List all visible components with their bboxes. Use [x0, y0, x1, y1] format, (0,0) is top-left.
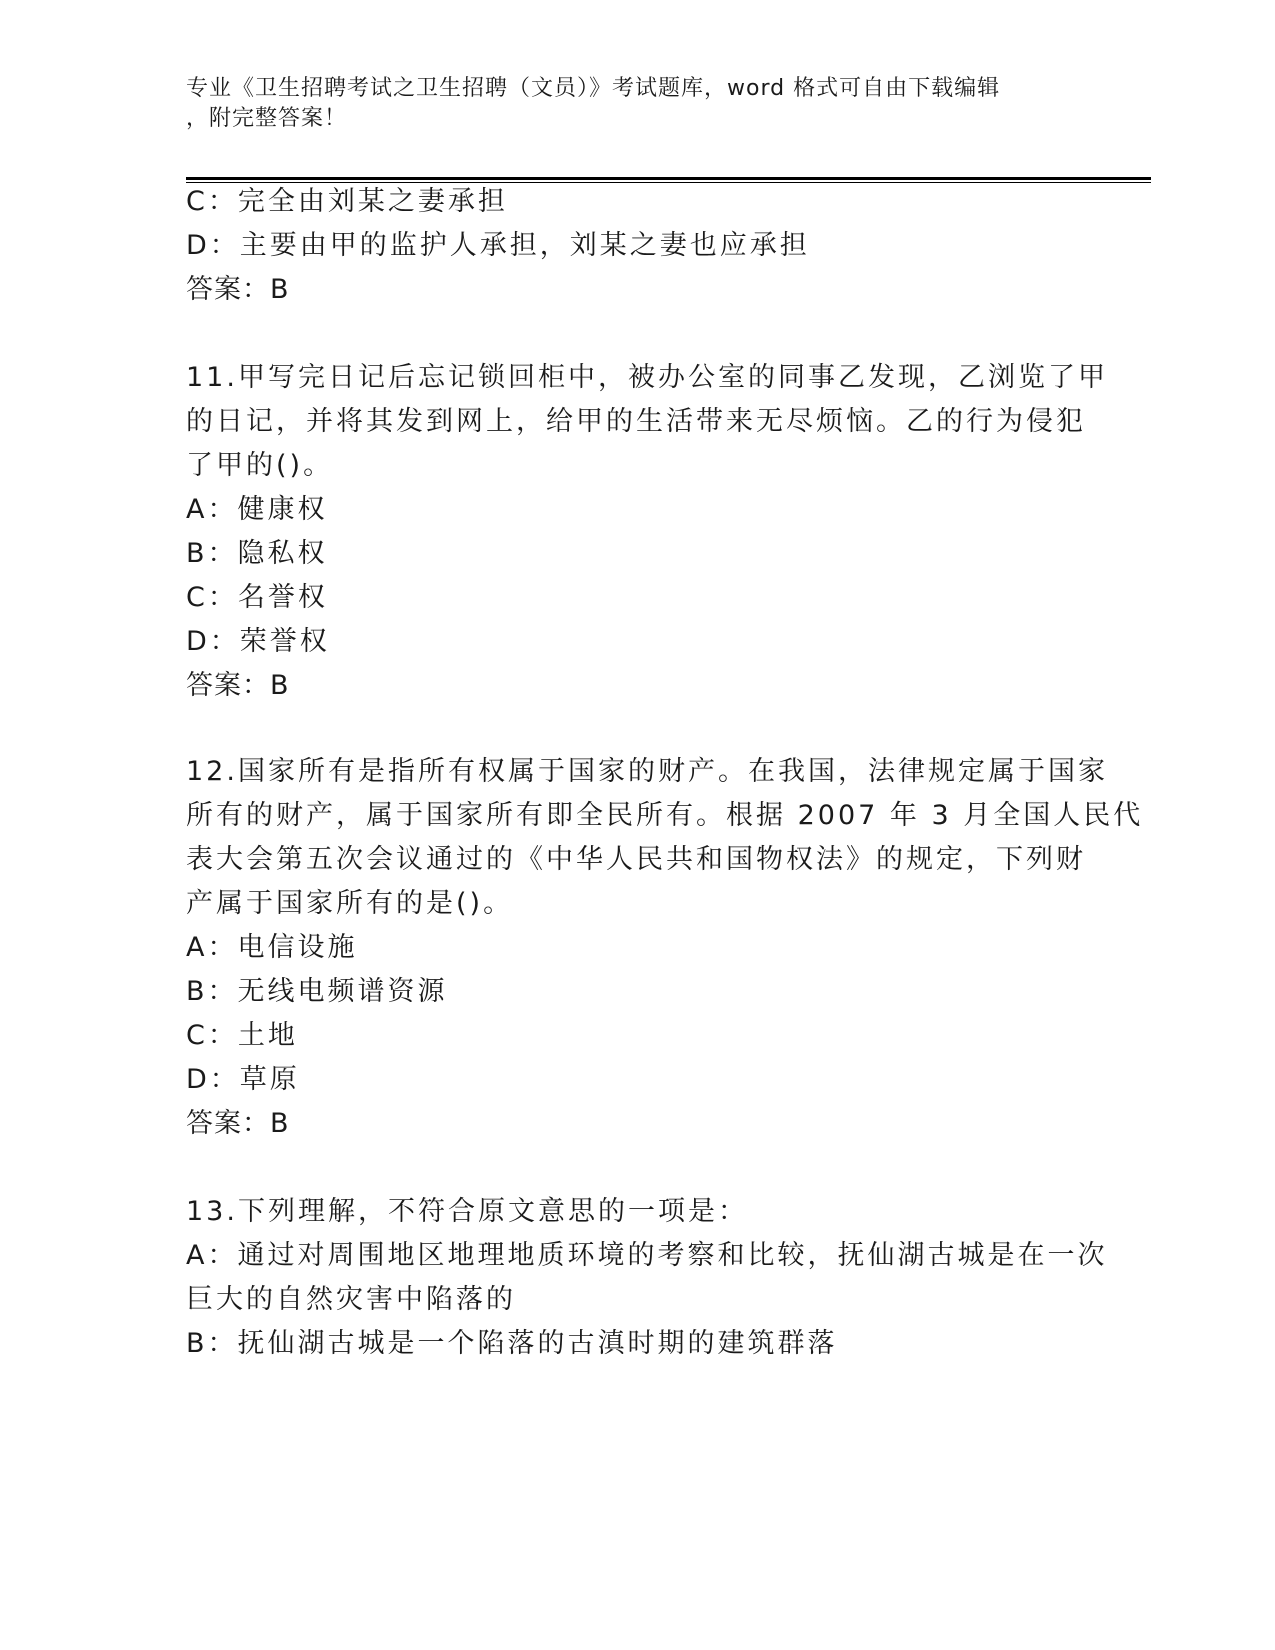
q11-option-a: A：健康权 — [186, 494, 328, 525]
q12-text-line-2: 所有的财产，属于国家所有即全民所有。根据 2007 年 3 月全国人民代 — [186, 800, 1144, 831]
q13-text-line-1: 13.下列理解，不符合原文意思的一项是： — [186, 1196, 748, 1227]
q11-text-line-2: 的日记，并将其发到网上，给甲的生活带来无尽烦恼。乙的行为侵犯 — [186, 406, 1086, 437]
q12-text-line-1: 12.国家所有是指所有权属于国家的财产。在我国，法律规定属于国家 — [186, 756, 1108, 787]
q13-option-a-line-2: 巨大的自然灾害中陷落的 — [186, 1284, 516, 1315]
q11-answer: 答案：B — [186, 670, 290, 701]
header-divider-thin — [186, 182, 1151, 183]
prev-option-c: C：完全由刘某之妻承担 — [186, 186, 508, 217]
q11-option-d: D：荣誉权 — [186, 626, 330, 657]
q13-option-b: B：抚仙湖古城是一个陷落的古滇时期的建筑群落 — [186, 1328, 838, 1359]
q12-text-line-3: 表大会第五次会议通过的《中华人民共和国物权法》的规定，下列财 — [186, 844, 1086, 875]
prev-answer: 答案：B — [186, 274, 290, 305]
header-line-1: 专业《卫生招聘考试之卫生招聘（文员）》考试题库，word 格式可自由下载编辑 — [186, 76, 1001, 101]
header-divider-thick — [186, 177, 1151, 180]
q12-option-c: C：土地 — [186, 1020, 298, 1051]
q11-text-line-1: 11.甲写完日记后忘记锁回柜中，被办公室的同事乙发现，乙浏览了甲 — [186, 362, 1108, 393]
prev-option-d: D：主要由甲的监护人承担，刘某之妻也应承担 — [186, 230, 810, 261]
q12-option-b: B：无线电频谱资源 — [186, 976, 448, 1007]
q12-text-line-4: 产属于国家所有的是()。 — [186, 888, 514, 919]
q11-option-c: C：名誉权 — [186, 582, 328, 613]
q11-option-b: B：隐私权 — [186, 538, 328, 569]
document-header — [186, 74, 1066, 134]
header-line-2: ，附完整答案！ — [186, 106, 348, 131]
q11-text-line-3: 了甲的()。 — [186, 450, 334, 481]
q12-option-d: D：草原 — [186, 1064, 300, 1095]
q12-answer: 答案：B — [186, 1108, 290, 1139]
q12-option-a: A：电信设施 — [186, 932, 358, 963]
q13-option-a-line-1: A：通过对周围地区地理地质环境的考察和比较，抚仙湖古城是在一次 — [186, 1240, 1108, 1271]
